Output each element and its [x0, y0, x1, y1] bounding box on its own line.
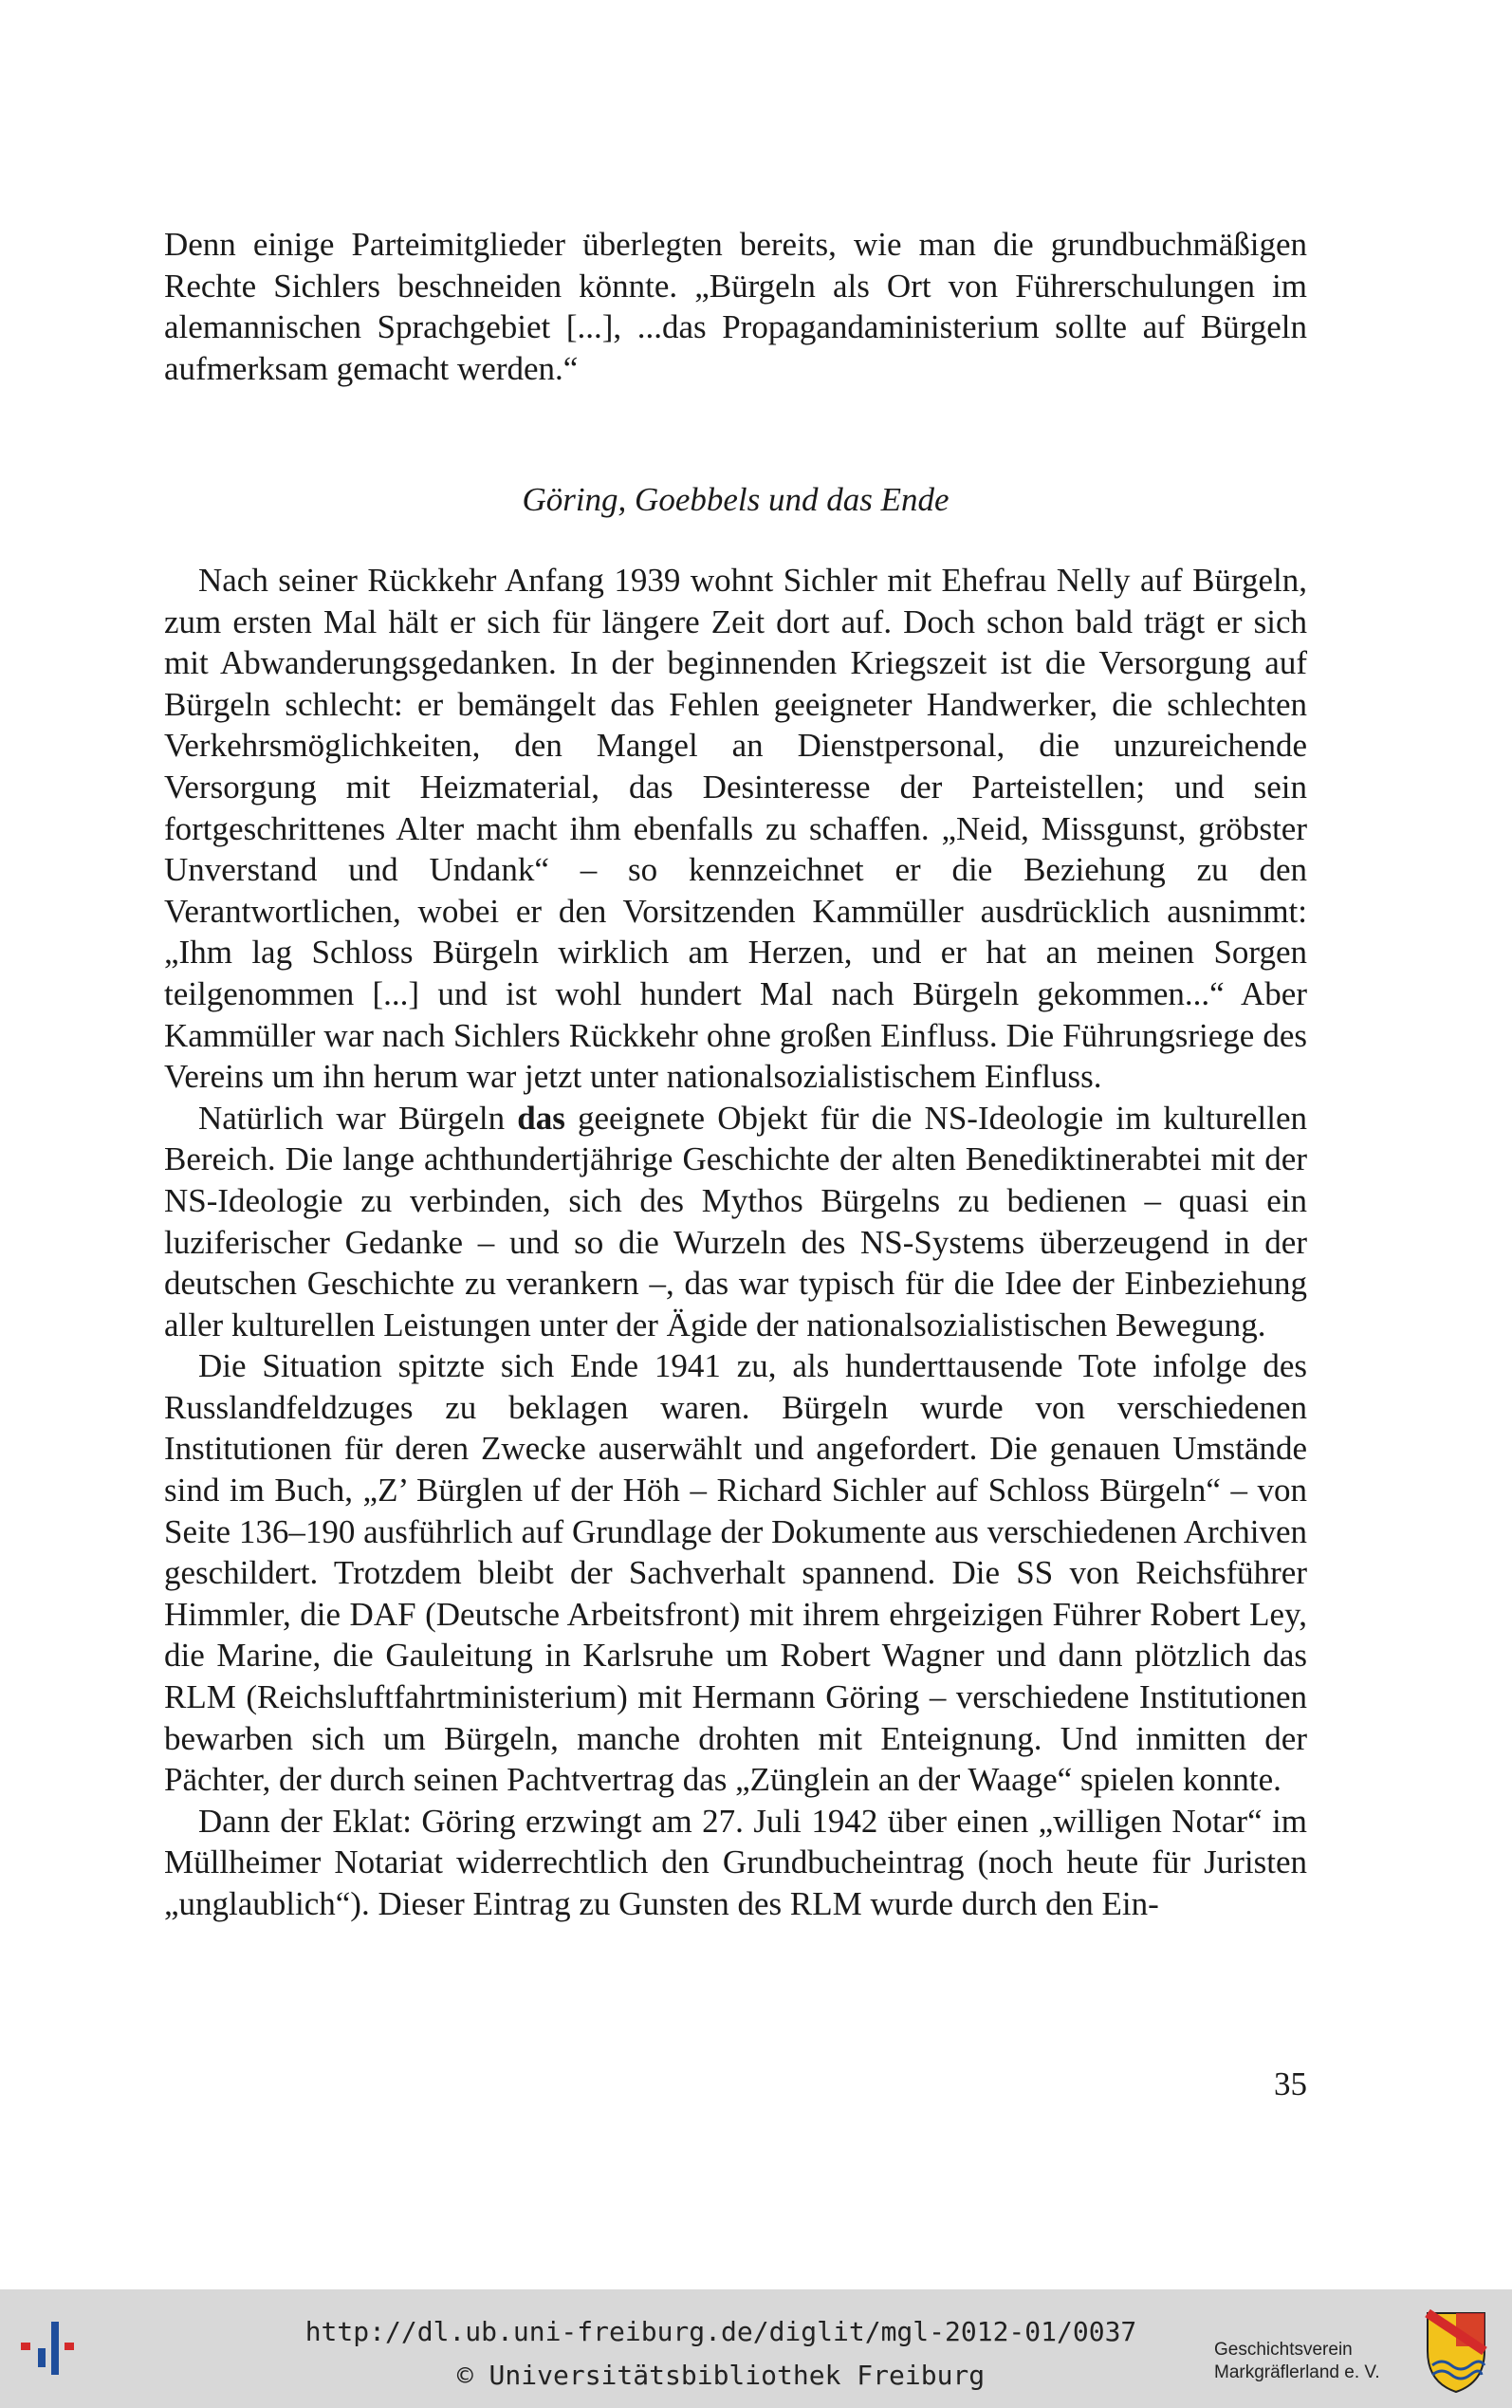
paragraph-3: Die Situation spitzte sich Ende 1941 zu, als hunderttausende Tote infolge des Russlandfeldzuges zu beklagen waren. Bürgeln wurde von verschiedenen Institutionen für deren Zwecke auserwählt und angefordert. Die genauen Umstände sind im Buch, „Z’ Bürglen uf der Höh – Richard Sichler auf Schloss Bürgeln“ – von Seite 136–190 ausführlich auf Grundlage der Dokumente aus verschiedenen Archiven geschildert. Trotzdem bleibt der Sachverhalt spannend. Die SS von Reichsführer Himmler, die DAF (Deutsche Arbeitsfront) mit ihrem ehrgeizigen Führer Robert Ley, die Marine, die Gauleitung in Karlsruhe um Robert Wagner und dann plötzlich das RLM (Reichsluftfahrtministerium) mit Hermann Göring – verschiedene Institutionen bewarben sich um Bürgeln, manche drohten mit Enteignung. Und inmitten der Pächter, der durch seinen Pachtvertrag das „Zünglein an der Waage“ spielen konnte.	[164, 1347, 1307, 1799]
intro-text: Denn einige Parteimitglieder überlegten bereits, wie man die grundbuchmäßigen Rechte Sichlers beschneiden könnte. „Bürgeln als Ort von Führerschulungen im alemannischen Sprachgebiet [...], ...das Propagandaministerium sollte auf Bürgeln aufmerksam gemacht werden.“	[164, 226, 1307, 387]
intro-paragraph	[164, 224, 1307, 389]
paragraph-2-rest: geeignete Objekt für die NS-Ideologie im kulturellen Bereich. Die lange achthundertjährige Geschichte der alten Benediktinerabtei mit der NS-Ideologie zu verbinden, sich des Mythos Bürgelns zu bedienen – quasi ein luziferischer Gedanke – und so die Wurzeln des NS-Systems überzeugend in der deutschen Geschichte zu verankern –, das war typisch für die Idee der Einbeziehung aller kulturellen Leistungen unter der Ägide der nationalsozialistischen Bewegung.	[164, 1099, 1308, 1343]
coat-of-arms-icon[interactable]	[1423, 2308, 1489, 2394]
footer-organization	[1214, 2339, 1404, 2384]
paragraph-2	[164, 1098, 1307, 1346]
paragraph-2-start: Natürlich war Bürgeln	[198, 1099, 518, 1137]
paragraph-4: Dann der Eklat: Göring erzwingt am 27. Juli 1942 über einen „willigen Notar“ im Müllheimer Notariat widerrechtlich den Grundbucheintrag (noch heute für Juristen „unglaublich“). Dieser Eintrag zu Gunsten des RLM wurde durch den Ein-	[164, 1802, 1307, 1922]
paragraph-1: Nach seiner Rückkehr Anfang 1939 wohnt Sichler mit Ehefrau Nelly auf Bürgeln, zum ersten Mal hält er sich für längere Zeit dort auf. Doch schon bald trägt er sich mit Abwanderungsgedanken. In der beginnenden Kriegszeit ist die Versorgung auf Bürgeln schlecht: er bemängelt das Fehlen geeigneter Handwerker, die schlechten Verkehrsmöglichkeiten, den Mangel an Dienstpersonal, die unzureichende Versorgung mit Heizmaterial, das Desinteresse der Parteistellen; und sein fortgeschrittenes Alter macht ihm ebenfalls zu schaffen. „Neid, Missgunst, gröbster Unverstand und Undank“ – so kennzeichnet er die Beziehung zu den Verantwortlichen, wobei er den Vorsitzenden Kammüller ausdrücklich ausnimmt: „Ihm lag Schloss Bürgeln wirklich am Herzen, und er hat an meinen Sorgen teilgenommen [...] und ist wohl hundert Mal nach Bürgeln gekommen...“ Aber Kammüller war nach Sichlers Rückkehr ohne großen Einfluss. Die Führungsriege des Vereins um ihn herum war jetzt unter nationalsozialistischem Einfluss.	[164, 562, 1307, 1096]
org-line-2: Markgräflerland e. V.	[1214, 2362, 1380, 2382]
ub-freiburg-logo-icon[interactable]	[17, 2316, 93, 2382]
page-number: 35	[1274, 2065, 1307, 2102]
footer-bar	[0, 2289, 1512, 2408]
emphasis-das: das	[517, 1099, 565, 1137]
org-line-1: Geschichtsverein	[1214, 2340, 1353, 2360]
body-text	[164, 560, 1307, 1925]
section-title: Göring, Goebbels und das Ende	[522, 481, 950, 518]
footer-copyright: © Universitätsbibliothek Freiburg	[456, 2360, 986, 2391]
footer-url-link[interactable]: http://dl.ub.uni-freiburg.de/diglit/mgl-2012-01/0037	[304, 2316, 1137, 2347]
